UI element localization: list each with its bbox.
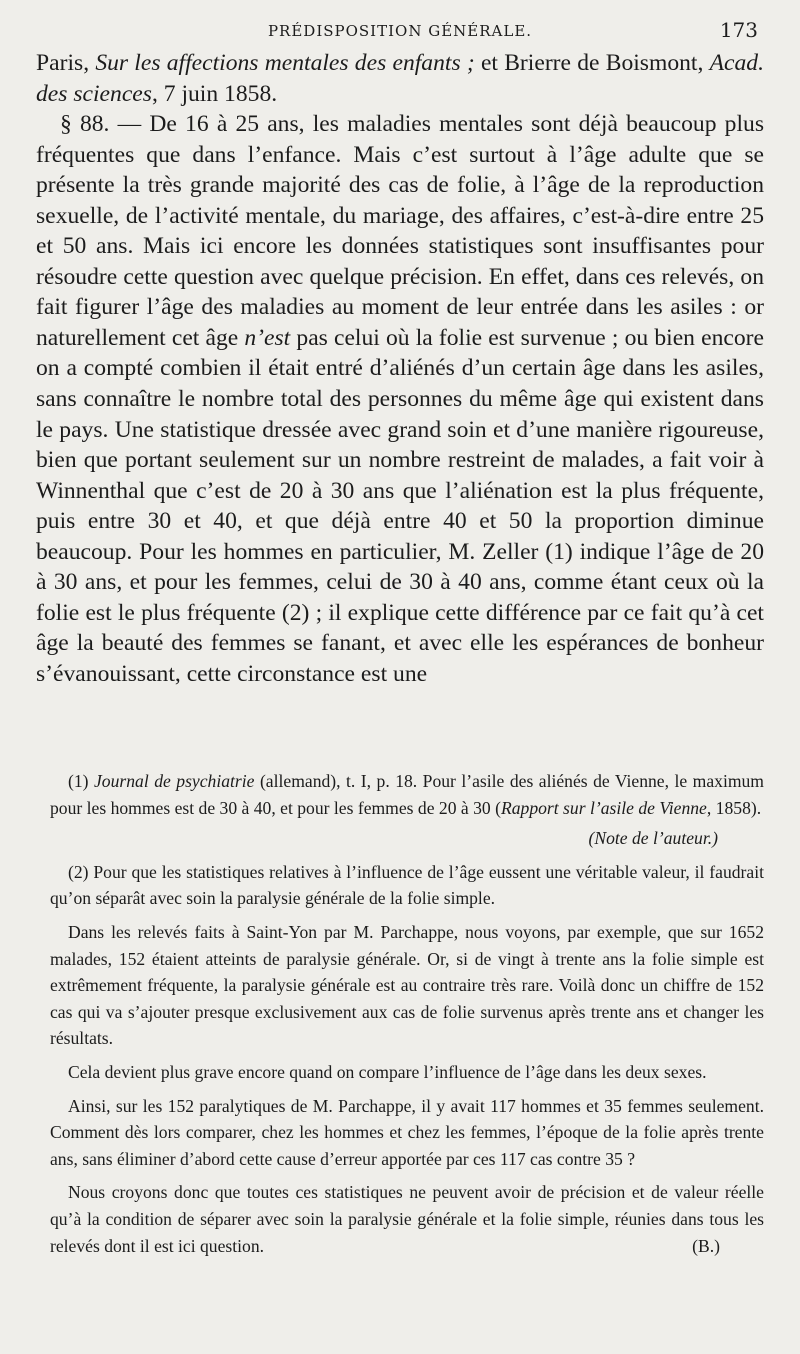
cited-work-title: Sur les affections mentales des enfants ; [95,50,475,76]
running-head: PRÉDISPOSITION GÉNÉRALE. [267,22,533,40]
page-header [36,18,764,46]
footnote-2-signature: (B.) [692,1235,720,1256]
footnote-2-paragraph: Ainsi, sur les 152 paralytiques de M. Parchappe, il y avait 117 hommes et 35 femmes seulement. Comment dès lors comparer, chez les hommes et chez les femmes, l’époque de la folie après trente ans, sans éliminer d’abord cette cause d’erreur apportée par ces 117 cas contre 35 ? [50,1095,764,1169]
footnote-2: (2) Pour que les statistiques relatives à l’influence de l’âge eussent une véritable valeur, il faudrait qu’on séparât avec soin la paralysie générale de la folie simple. [50,861,764,909]
paragraph-citation-continuation: Paris, Sur les affections mentales des enfants ; et Brierre de Boismont, Acad. des sciences, 7 juin 1858. [36,50,765,107]
main-text [36,48,764,689]
footnote-2-paragraph: Dans les relevés faits à Saint-Yon par M. Parchappe, nous voyons, par exemple, que sur 1652 malades, 152 étaient atteints de paralysie générale. Or, si de vingt à trente ans la folie simple est extrêmement fréquente, la paralysie générale est au contraire très rare. Voilà donc un chiffre de 152 cas qui va s’ajouter presque exclusivement aux cas de folie survenus après trente ans et changer les résultats. [50,921,764,1049]
footnote-report-title: Rapport sur l’asile de Vienne [500,797,707,818]
footnote-2-paragraph-final: Nous croyons donc que toutes ces statistiques ne peuvent avoir de précision et de valeur réelle qu’à la condition de séparer avec soin la paralysie générale et la folie simple, réunies dans tous les relevés dont il est ici question. (B.) [50,1179,764,1259]
footnotes [50,768,764,1259]
paragraph-section-88: § 88. — De 16 à 25 ans, les maladies mentales sont déjà beaucoup plus fréquentes que dans l’enfance. Mais c’est surtout à l’âge adulte que se présente la très grande majorité des cas de folie, à l’âge de la reproduction sexuelle, de l’activité mentale, du mariage, des affaires, c’est-à-dire entre 25 et 50 ans. Mais ici encore les données statistiques sont insuffisantes pour résoudre cette question avec quelque précision. En effet, dans ces relevés, on fait figurer l’âge des maladies au moment de leur entrée dans les asiles : or naturellement cet âge n’est pas celui où la folie est survenue ; ou bien encore on a compté combien il était entré d’aliénés d’un certain âge dans les asiles, sans connaître le nombre total des personnes du même âge qui existent dans le pays. Une statistique dressée avec grand soin et d’une manière rigoureuse, bien que portant seulement sur un nombre restreint de malades, a fait voir à Winnenthal que c’est de 20 à 30 ans que l’aliénation est la plus fréquente, puis entre 30 et 40, et que déjà entre 40 et 50 la proportion diminue beaucoup. Pour les hommes en particulier, M. Zeller (1) indique l’âge de 20 à 30 ans, et pour les femmes, celui de 30 à 40 ans, comme étant ceux où la folie est le plus fréquente (2) ; il explique cette différence par ce fait qu’à cet âge la beauté des femmes se fanant, et avec elle les espérances de bonheur s’évanouissant, cette circonstance est une [36,111,764,687]
page-number: 173 [719,18,758,42]
emphasis-word: n’est [244,324,291,351]
footnote-2-paragraph: Cela devient plus grave encore quand on compare l’influence de l’âge dans les deux sexes. [68,1061,707,1082]
footnote-1-attribution: (Note de l’auteur.) [588,828,718,849]
footnote-1: (1) Journal de psychiatrie (allemand), t. I, p. 18. Pour l’asile des aliénés de Vienne, le maximum pour les hommes est de 30 à 40, et pour les femmes de 20 à 30 (Rapport sur l’asile de Vienne, 1858). [50,771,764,818]
cited-academy: Acad. des sciences [36,50,765,107]
footnote-journal-title: Journal de psychiatrie [94,771,255,791]
